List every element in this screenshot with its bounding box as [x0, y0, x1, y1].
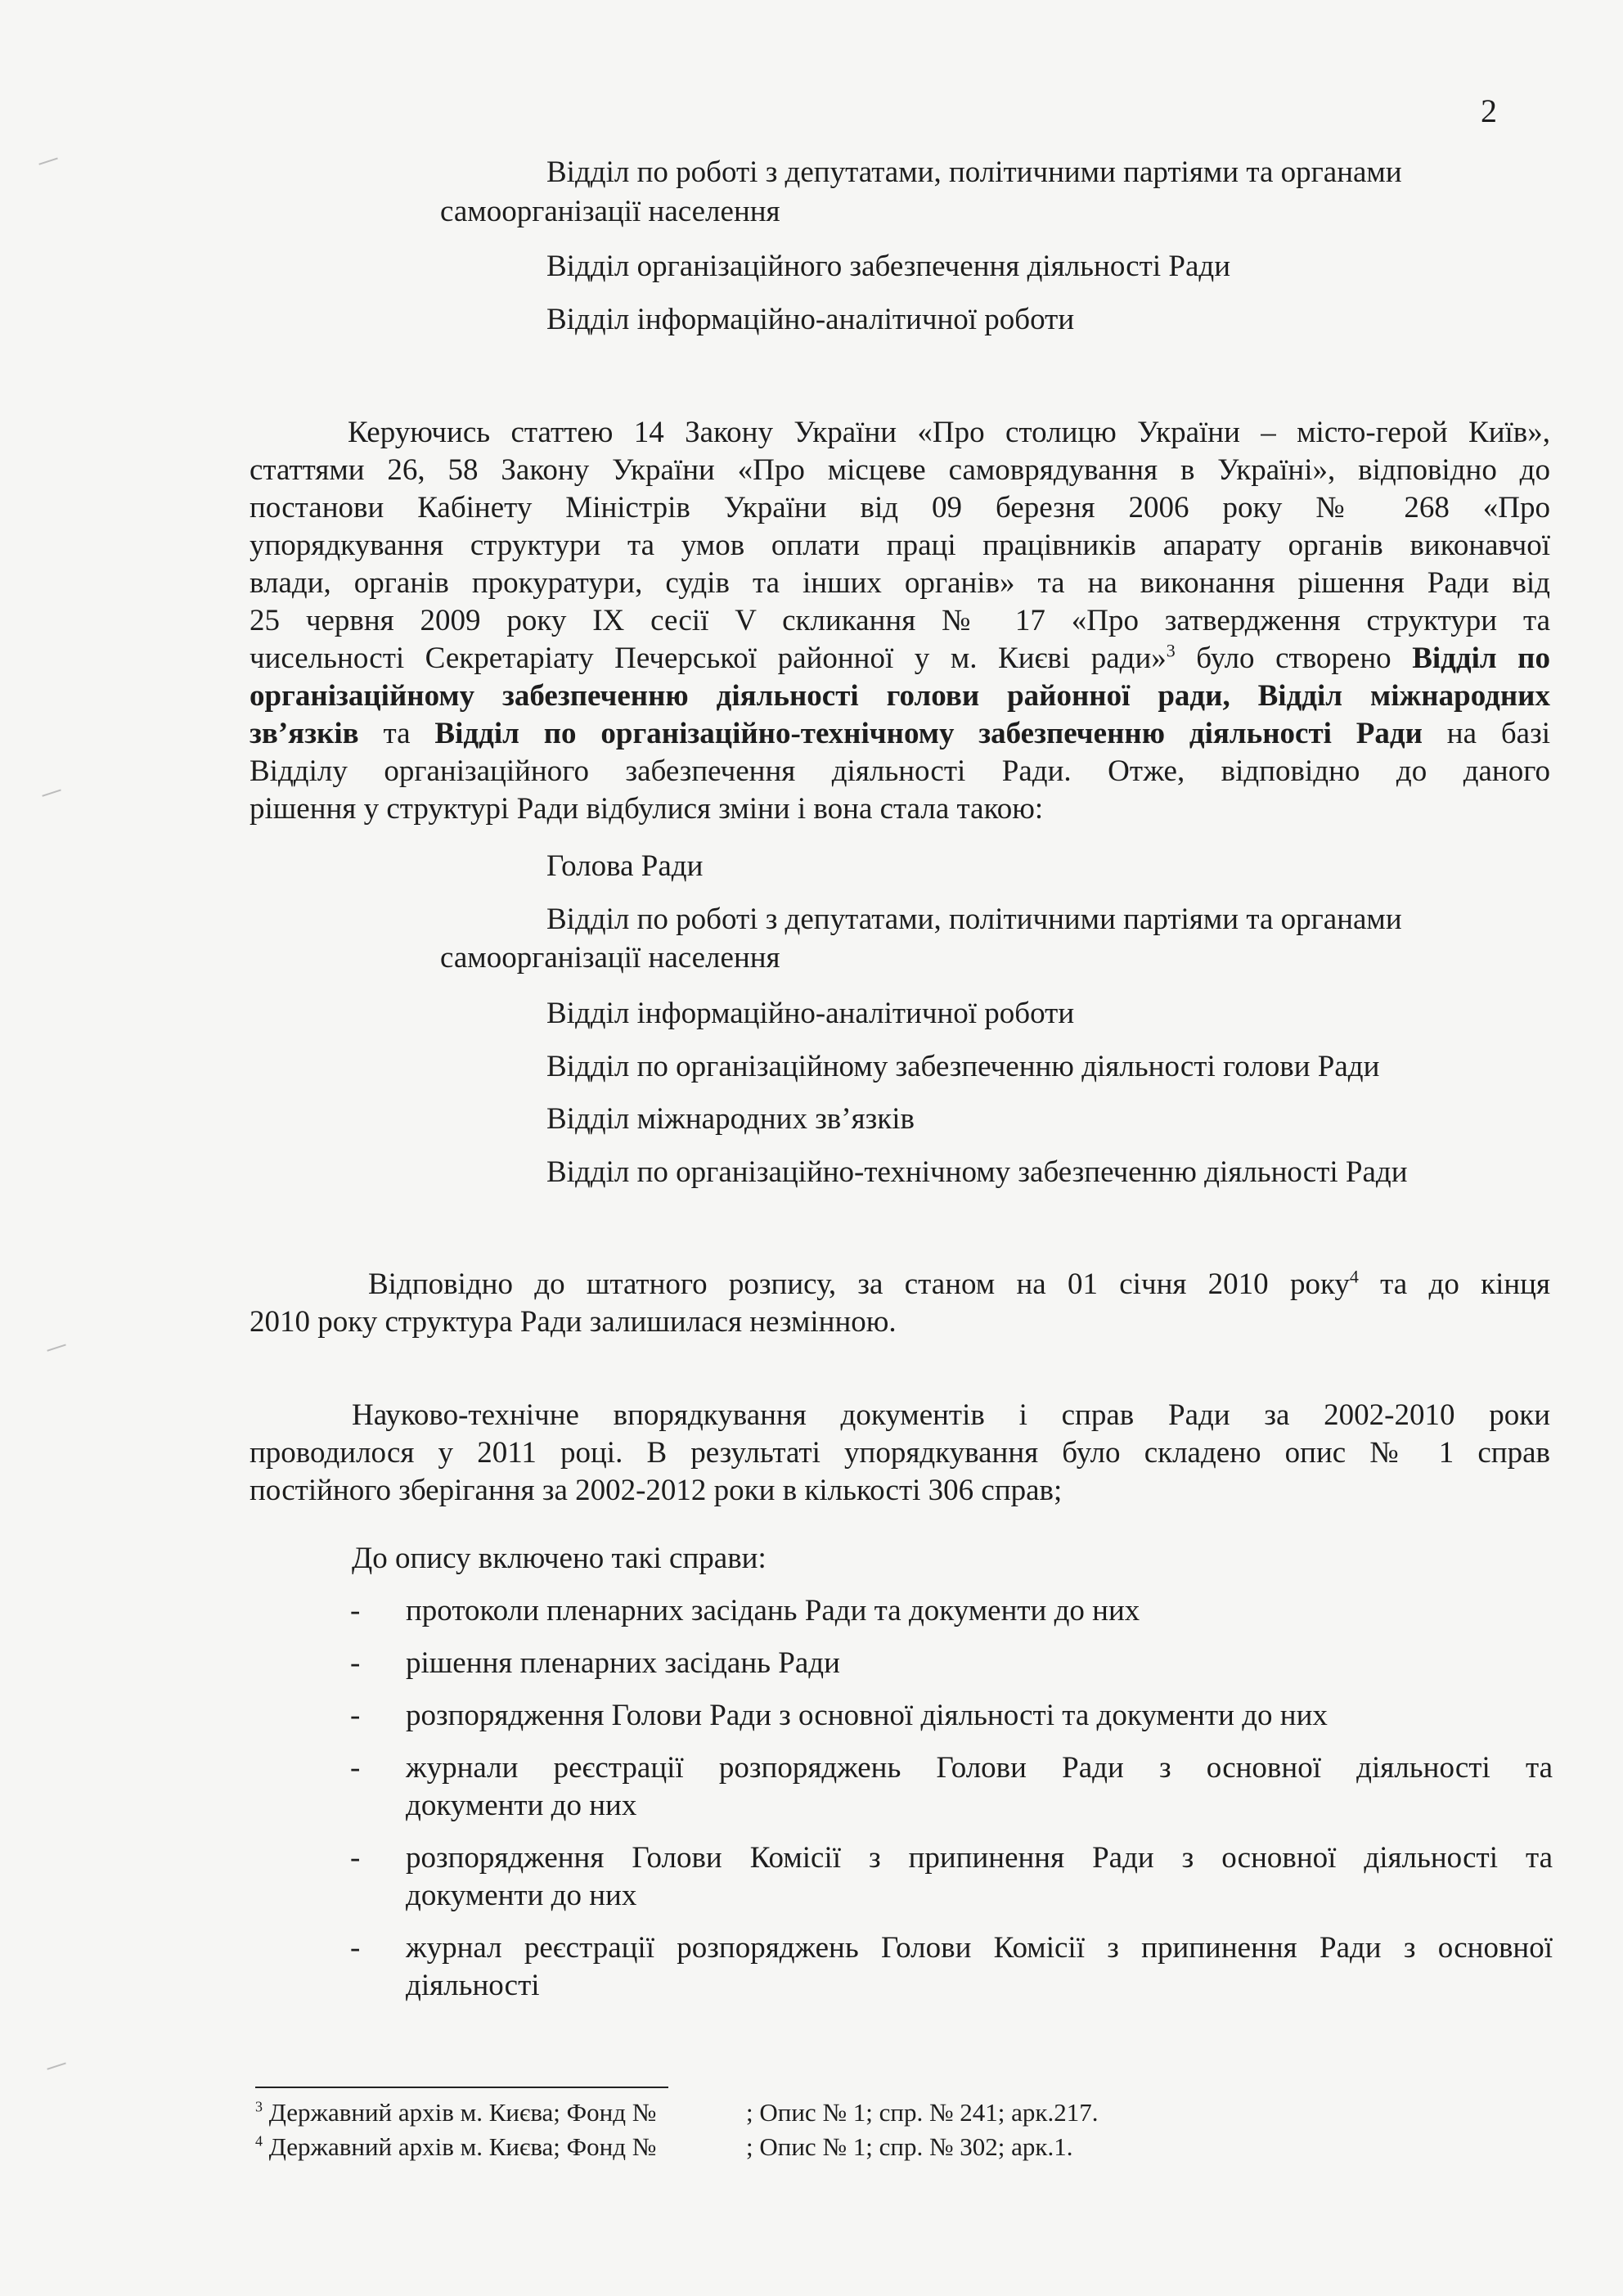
bold-text: Відділ по — [1412, 642, 1550, 675]
dash-bullet: - — [350, 1931, 361, 1965]
text-run: було створено — [1175, 642, 1413, 675]
list-item-text: журнал реєстрації розпоряджень Голови Комісії з припинення Ради з основної — [406, 1931, 1553, 1965]
footnote-number: 3 — [255, 2098, 263, 2115]
structure-before-item-1-line-2: самоорганізації населення — [440, 195, 780, 228]
text-run: та до кінця — [1358, 1267, 1550, 1301]
footnote-source: Державний архів м. Києва; Фонд № — [268, 2098, 657, 2127]
binding-mark — [42, 789, 62, 801]
list-item — [350, 1697, 1553, 1735]
list-item — [350, 1749, 1553, 1825]
paragraph-line: рішення у структурі Ради відбулися зміни і вона стала такою: — [250, 792, 1044, 826]
paragraph-line: статтями 26, 58 Закону України «Про місцеве самоврядування в Україні», відповідно до — [250, 453, 1550, 487]
paragraph-line — [250, 640, 1550, 678]
page-number: 2 — [1481, 92, 1497, 129]
list-item-text: документи до них — [406, 1789, 637, 1822]
structure-after-item-1-line-1: Відділ по роботі з депутатами, політичними партіями та органами — [546, 903, 1402, 936]
footnote-4-details: ; Опис № 1; спр. № 302; арк.1. — [746, 2132, 1073, 2161]
list-item-text: розпорядження Голови Комісії з припинення Ради з основної діяльності та — [406, 1841, 1553, 1875]
list-intro: До опису включено такі справи: — [352, 1542, 767, 1575]
list-item — [350, 1645, 1553, 1682]
binding-mark — [47, 2062, 67, 2074]
paragraph-line: 2010 року структура Ради залишилася незмінною. — [250, 1305, 897, 1339]
footnote-number: 4 — [255, 2132, 263, 2150]
paragraph-line: 25 червня 2009 року IX сесії V скликання № 17 «Про затвердження структури та — [250, 604, 1550, 637]
list-item-text: діяльності — [406, 1969, 540, 2002]
paragraph-arrangement — [250, 1397, 1550, 1510]
structure-after-item-2: Відділ інформаційно-аналітичної роботи — [546, 997, 1075, 1030]
dash-bullet: - — [350, 1841, 361, 1875]
binding-mark — [47, 1344, 67, 1356]
paragraph-line: проводилося у 2011 році. В результаті упорядкування було складено опис № 1 справ — [250, 1436, 1550, 1470]
paragraph-line — [250, 715, 1550, 753]
binding-mark — [38, 157, 59, 169]
structure-after-item-1-line-2: самоорганізації населення — [440, 941, 780, 975]
footnote-3-details: ; Опис № 1; спр. № 241; арк.217. — [746, 2098, 1099, 2127]
dash-bullet: - — [350, 1646, 361, 1680]
list-item — [350, 1929, 1553, 2005]
paragraph-legal-basis — [250, 414, 1550, 828]
footnote-source: Державний архів м. Києва; Фонд № — [268, 2132, 657, 2161]
structure-after-item-0: Голова Ради — [546, 849, 704, 883]
footnote-ref-3: 3 — [1166, 640, 1176, 661]
paragraph-line: Керуючись статтею 14 Закону України «Про столицю України – місто-герой Київ», — [348, 416, 1550, 449]
structure-before-item-1-line-1: Відділ по роботі з депутатами, політичними партіями та органами — [546, 155, 1402, 189]
structure-after-item-4: Відділ міжнародних зв’язків — [546, 1102, 915, 1136]
text-run: чисельності Секретаріату Печерської районної у м. Києві ради» — [250, 642, 1167, 675]
footnote-4 — [255, 2132, 656, 2162]
list-item-text: розпорядження Голови Ради з основної діяльності та документи до них — [406, 1699, 1328, 1732]
list-item-text: рішення пленарних засідань Ради — [406, 1646, 840, 1680]
paragraph-line: постанови Кабінету Міністрів України від 09 березня 2006 року № 268 «Про — [250, 491, 1550, 524]
footnote-separator — [255, 2087, 668, 2088]
paragraph-line — [368, 1266, 1550, 1303]
paragraph-staffing — [250, 1266, 1550, 1341]
bold-line: організаційному забезпеченню діяльності голови районної ради, Відділ міжнародних — [250, 679, 1550, 713]
list-item-text: документи до них — [406, 1879, 637, 1912]
list-item — [350, 1592, 1553, 1630]
paragraph-line: упорядкування структури та умов оплати праці працівників апарату органів виконавчої — [250, 529, 1550, 562]
paragraph-line: влади, органів прокуратури, судів та інших органів» та на виконання рішення Ради від — [250, 566, 1550, 600]
paragraph-line: Науково-технічне впорядкування документів і справ Ради за 2002-2010 роки — [352, 1398, 1550, 1432]
bold-text: Відділ по організаційно-технічному забезпеченню діяльності Ради — [434, 717, 1423, 750]
structure-before-item-3: Відділ інформаційно-аналітичної роботи — [546, 303, 1075, 336]
paragraph-line: постійного зберігання за 2002-2012 роки в кількості 306 справ; — [250, 1474, 1063, 1507]
case-list — [350, 1592, 1553, 2019]
structure-before-item-2: Відділ організаційного забезпечення діяльності Ради — [546, 250, 1231, 283]
text-run: та — [358, 717, 435, 750]
structure-after-item-5: Відділ по організаційно-технічному забезпеченню діяльності Ради — [546, 1155, 1408, 1189]
list-item-text: журнали реєстрації розпоряджень Голови Ради з основної діяльності та — [406, 1751, 1553, 1785]
dash-bullet: - — [350, 1594, 361, 1627]
text-run: Відповідно до штатного розпису, за станом на 01 січня 2010 року — [368, 1267, 1350, 1301]
list-item-text: протоколи пленарних засідань Ради та документи до них — [406, 1594, 1140, 1627]
footnote-ref-4: 4 — [1349, 1266, 1359, 1287]
footnote-3 — [255, 2098, 656, 2127]
bold-text: зв’язків — [250, 717, 359, 750]
dash-bullet: - — [350, 1699, 361, 1732]
paragraph-line: Відділу організаційного забезпечення діяльності Ради. Отже, відповідно до даного — [250, 754, 1550, 788]
list-item — [350, 1839, 1553, 1915]
dash-bullet: - — [350, 1751, 361, 1785]
structure-after-item-3: Відділ по організаційному забезпеченню діяльності голови Ради — [546, 1050, 1380, 1083]
text-run: на базі — [1422, 717, 1551, 750]
